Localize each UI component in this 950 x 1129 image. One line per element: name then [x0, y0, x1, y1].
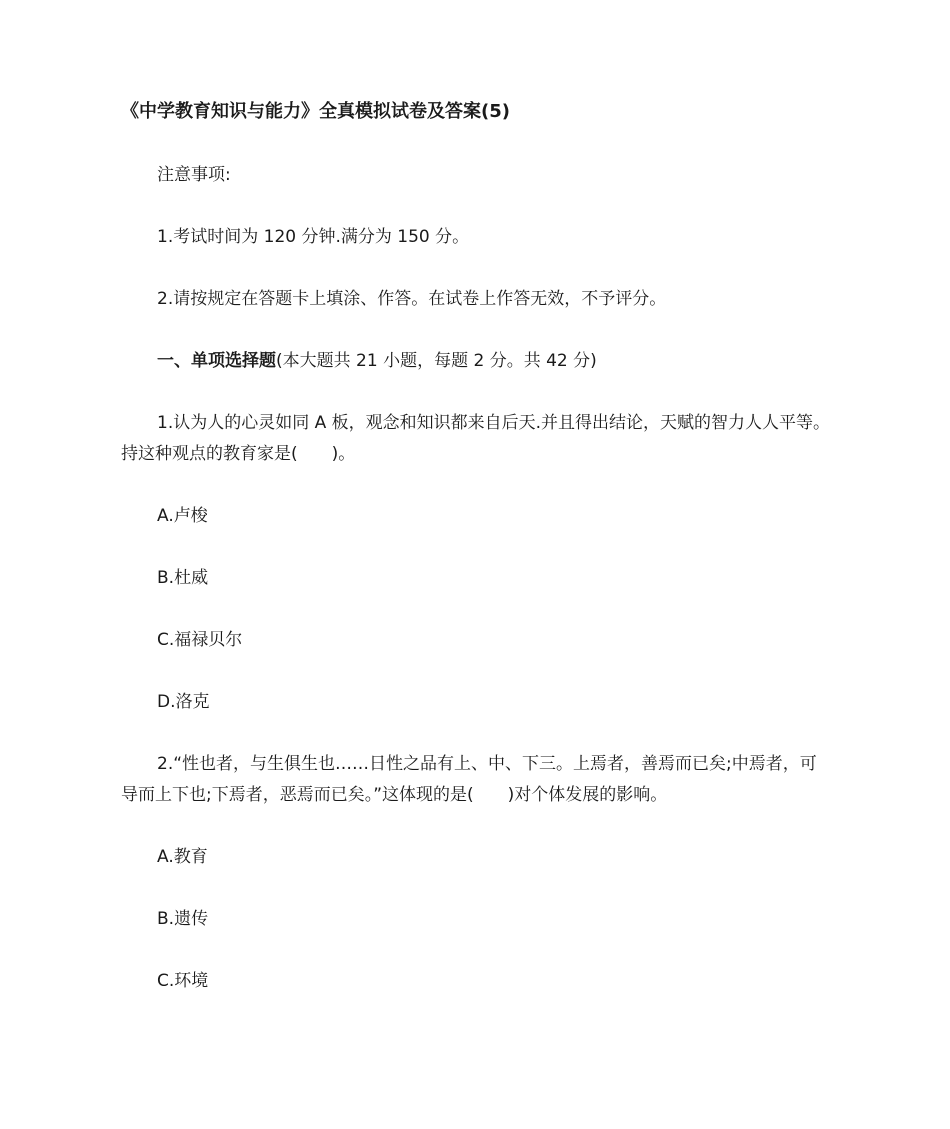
- notice-item: 2.请按规定在答题卡上填涂、作答。在试卷上作答无效，不予评分。: [157, 289, 667, 309]
- notice-heading: 注意事项:: [157, 165, 231, 185]
- question-option: C.环境: [157, 971, 209, 991]
- question-option: A.教育: [157, 847, 208, 867]
- question-stem: 1.认为人的心灵如同 A 板，观念和知识都来自后天.并且得出结论，天赋的智力人人平等。持这种观点的教育家是( )。: [121, 413, 831, 464]
- question-option: D.洛克: [157, 692, 210, 712]
- document-body: [121, 98, 833, 1028]
- question-option: B.遗传: [157, 909, 209, 929]
- question-stem: 2.“性也者，与生俱生也……日性之品有上、中、下三。上焉者，善焉而已矣;中焉者，可导而上下也;下焉者，恶焉而已矣。”这体现的是( )对个体发展的影响。: [121, 754, 817, 805]
- section-note: (本大题共 21 小题，每题 2 分。共 42 分): [276, 351, 597, 371]
- question-option: B.杜威: [157, 568, 209, 588]
- notice-item: 1.考试时间为 120 分钟.满分为 150 分。: [157, 227, 470, 247]
- section-heading: [121, 346, 833, 377]
- question-option: A.卢梭: [157, 506, 208, 526]
- question-option: C.福禄贝尔: [157, 630, 243, 650]
- section-title: 一、单项选择题: [157, 351, 276, 371]
- document-title: 《中学教育知识与能力》全真模拟试卷及答案(5): [121, 101, 510, 122]
